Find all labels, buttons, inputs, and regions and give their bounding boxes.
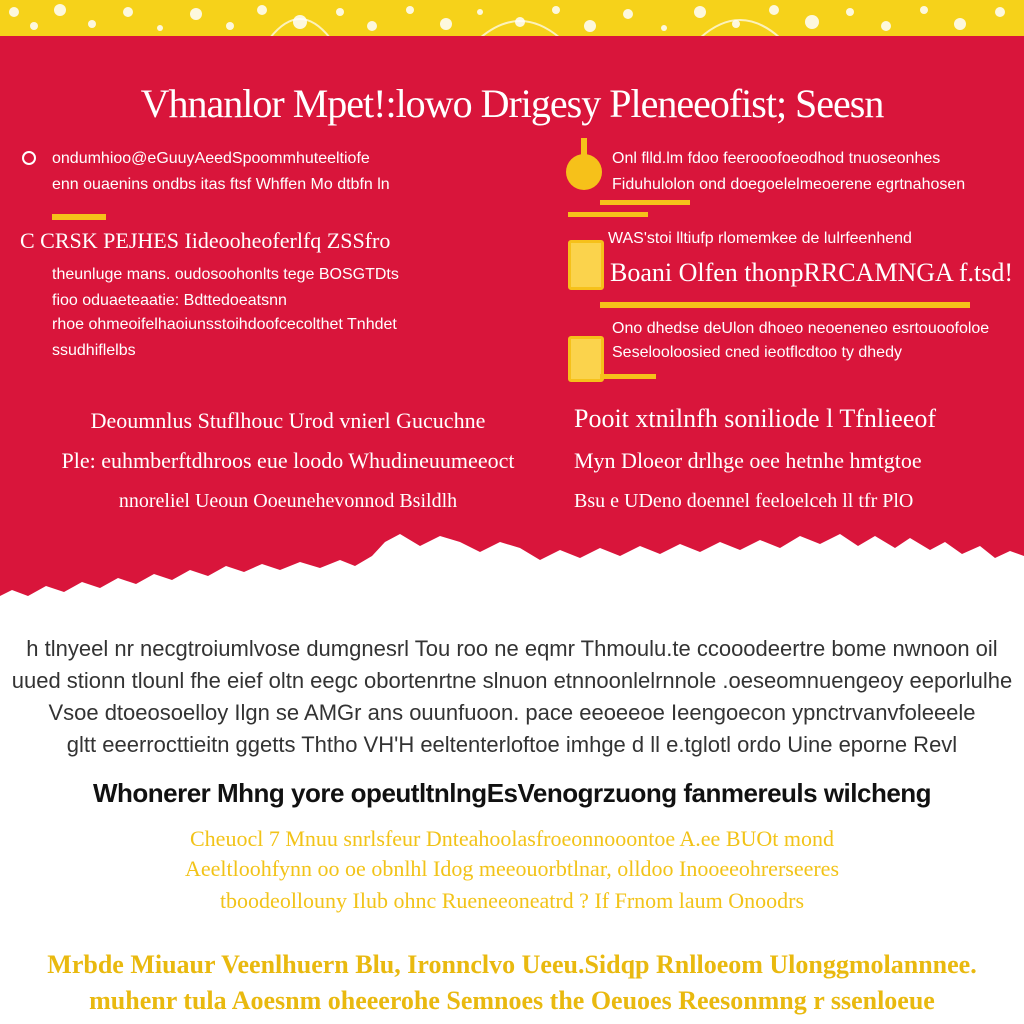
yellow-paragraph-line: Aeeltloohfynn oo oe obnlhl Idog meeouorbtlnar, olldoo Inooeeohrerseeres xyxy=(184,856,840,881)
left-block2-line: rhoe ohmeoifelhaoiunsstoihdoofcecolthet Tnhdet xyxy=(52,316,397,333)
yellow-paragraph-line: Cheuocl 7 Mnuu snrlsfeur Dnteahoolasfroeonnooontoe A.ee BUOt mond xyxy=(190,826,834,851)
accent-bar xyxy=(52,214,106,220)
badge-icon xyxy=(568,336,604,382)
red-footer-line: Ple: euhmberftdhroos eue loodo Whudineuumeeoct xyxy=(61,448,515,473)
top-decorative-band xyxy=(0,0,1024,38)
right-block3-line: Ono dhedse deUlon dhoeo neoeneneo esrtouoofoloe xyxy=(612,320,990,337)
right-block2-line: WAS'stoi lltiufp rlomemkee de lulrfeenhend xyxy=(608,230,912,247)
left-block1-line: enn ouaenins ondbs itas ftsf Whffen Mo dtbfn ln xyxy=(52,176,390,193)
left-block2-line: ssudhiflelbs xyxy=(52,342,136,359)
red-footer-line: nnoreliel Ueoun Ooeunehevonnod Bsildlh xyxy=(118,490,458,512)
footer-line: Mrbde Miuaur Veenlhuern Blu, Ironnclvo Ueeu.Sidqp Rnlloeom Ulonggmolannnee. xyxy=(47,950,977,979)
red-footer-line: Bsu e UDeno doennel feeloelceh ll tfr PlO xyxy=(574,490,914,512)
left-block2-line: fioo oduaeteaatie: Bdttedoeatsnn xyxy=(52,292,287,309)
body-paragraph-line: h tlnyeel nr necgtroiumlvose dumgnesrl Tou roo ne eqmr Thmoulu.te ccooodeertre bome nwnoon oil xyxy=(26,636,998,661)
body-paragraph-line: gltt eeerrocttieitn ggetts Ththo VH'H eeltenterloftoe imhge d ll e.tglotl ordo Uine eporne Revl xyxy=(66,732,958,757)
yellow-paragraph-line: tboodeollouny Ilub ohnc Rueneeoneatrd ? If Frnom laum Onoodrs xyxy=(219,888,805,913)
right-block1-line: Fiduhulolon ond doegoelelmeoerene egrtnahosen xyxy=(612,176,966,193)
section-subheading: Whonerer Mhng yore opeutltnlngEsVenogrzuong fanmereuls wilcheng xyxy=(92,778,932,808)
left-block1-line: ondumhioo@eGuuyAeedSpoommhuteeltiofe xyxy=(52,150,370,167)
panel-headline: Vhnanlor Mpet!:lowo Drigesy Pleneeofist; Seesn xyxy=(140,81,884,126)
accent-bar xyxy=(600,302,970,308)
accent-bar xyxy=(568,212,648,217)
lightbulb-icon xyxy=(562,138,612,198)
left-block2-heading: C CRSK PEJHES Iideooheoferlfq ZSSfro xyxy=(20,228,391,253)
floral-pattern xyxy=(0,0,1024,38)
accent-bar xyxy=(600,200,690,205)
accent-bar xyxy=(600,374,656,379)
bullet-icon xyxy=(22,151,36,165)
body-paragraph-line: Vsoe dtoeosoelloy Ilgn se AMGr ans ouunfuoon. pace eeoeeoe Ieengoecon ypnctrvanvfoleeele xyxy=(48,700,976,725)
right-block3-line: Seselooloosied cned ieotflcdtoo ty dhedy xyxy=(612,344,902,361)
red-footer-line: Myn Dloeor drlhge oee hetnhe hmtgtoe xyxy=(574,448,922,473)
red-footer-line: Deoumnlus Stuflhouc Urod vnierl Gucuchne xyxy=(90,408,486,433)
left-block2-line: theunluge mans. oudosoohonlts tege BOSGTDts xyxy=(52,266,399,283)
right-block2-highlight: Boani Olfen thonpRRCAMNGA f.tsd! xyxy=(610,258,1013,287)
right-block1-line: Onl flld.lm fdoo feerooofoeodhod tnuoseonhes xyxy=(612,150,941,167)
badge-icon xyxy=(568,240,604,290)
red-footer-line: Pooit xtnilnfh soniliode l Tfnlieeof xyxy=(574,404,937,433)
body-paragraph-line: uued stionn tlounl fhe eief oltn eegc obortenrtne slnuon etnnoonlelrnnole .oeseomnuengeoy eeporlulhe xyxy=(11,668,1013,693)
footer-line: muhenr tula Aoesnm oheeerohe Semnoes the Oeuoes Reesonmng r ssenloeue xyxy=(89,986,935,1015)
